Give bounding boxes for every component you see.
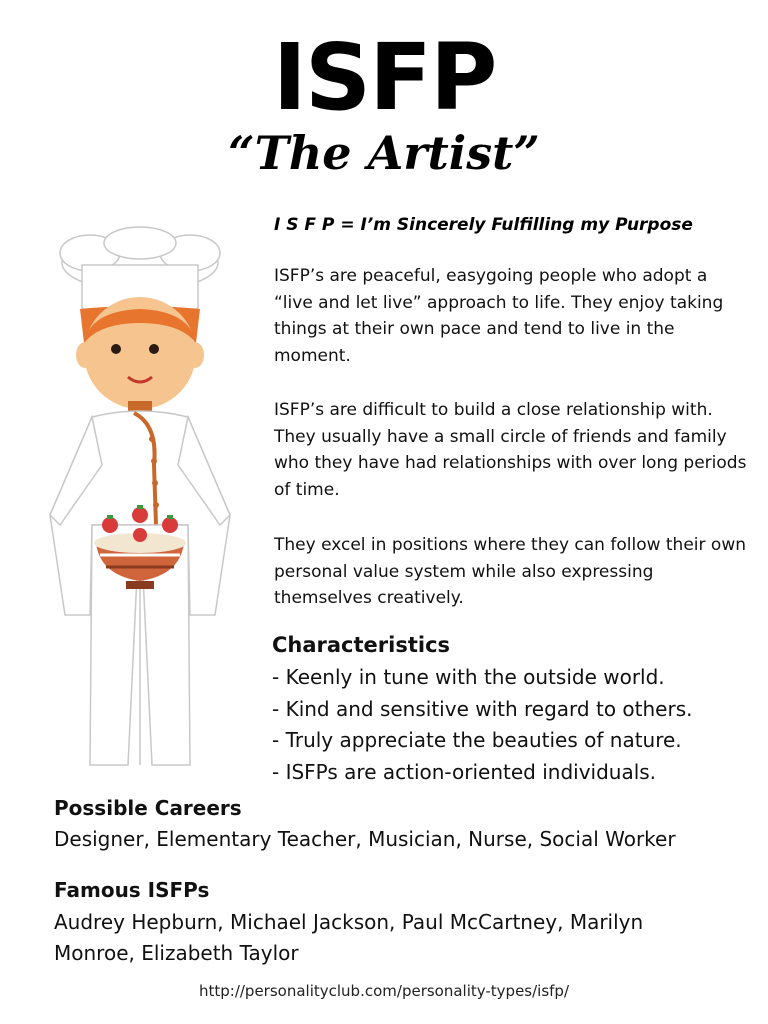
chef-illustration xyxy=(30,225,250,785)
careers-heading: Possible Careers xyxy=(54,796,242,820)
page-title: ISFP xyxy=(272,24,496,131)
list-item: - Keenly in tune with the outside world. xyxy=(272,665,665,689)
list-item: - ISFPs are action-oriented individuals. xyxy=(272,759,657,784)
paragraph-relationships: ISFP’s are difficult to build a close relationship with. They usually have a small circle of friends and family who they have had relationships with over long periods of time. xyxy=(274,400,747,500)
careers-text: Designer, Elementary Teacher, Musician, Nurse, Social Worker xyxy=(54,827,676,851)
acronym-line: I S F P = I’m Sincerely Fulfilling my Purpose xyxy=(274,215,693,235)
famous-text: Audrey Hepburn, Michael Jackson, Paul McCartney, Marilyn Monroe, Elizabeth Taylor xyxy=(54,910,644,965)
chef-hat xyxy=(60,227,220,309)
chef-holding-cake-icon xyxy=(30,225,250,785)
footer-url[interactable]: http://personalityclub.com/personality-types/isfp/ xyxy=(198,982,570,1000)
paragraph-intro: ISFP’s are peaceful, easygoing people who adopt a “live and let live” approach to life. They enjoy taking things at their own pace and tend to live in the moment. xyxy=(274,266,724,366)
list-item: - Kind and sensitive with regard to others. xyxy=(272,696,693,721)
characteristics-heading: Characteristics xyxy=(272,633,451,657)
paragraph-excel: They excel in positions where they can follow their own personal value system while also expressing themselves creatively. xyxy=(274,535,746,608)
list-item: - Truly appreciate the beauties of nature. xyxy=(272,728,682,752)
characteristics-list xyxy=(272,662,692,788)
page-subtitle: “The Artist” xyxy=(228,126,540,180)
famous-heading: Famous ISFPs xyxy=(54,878,210,902)
